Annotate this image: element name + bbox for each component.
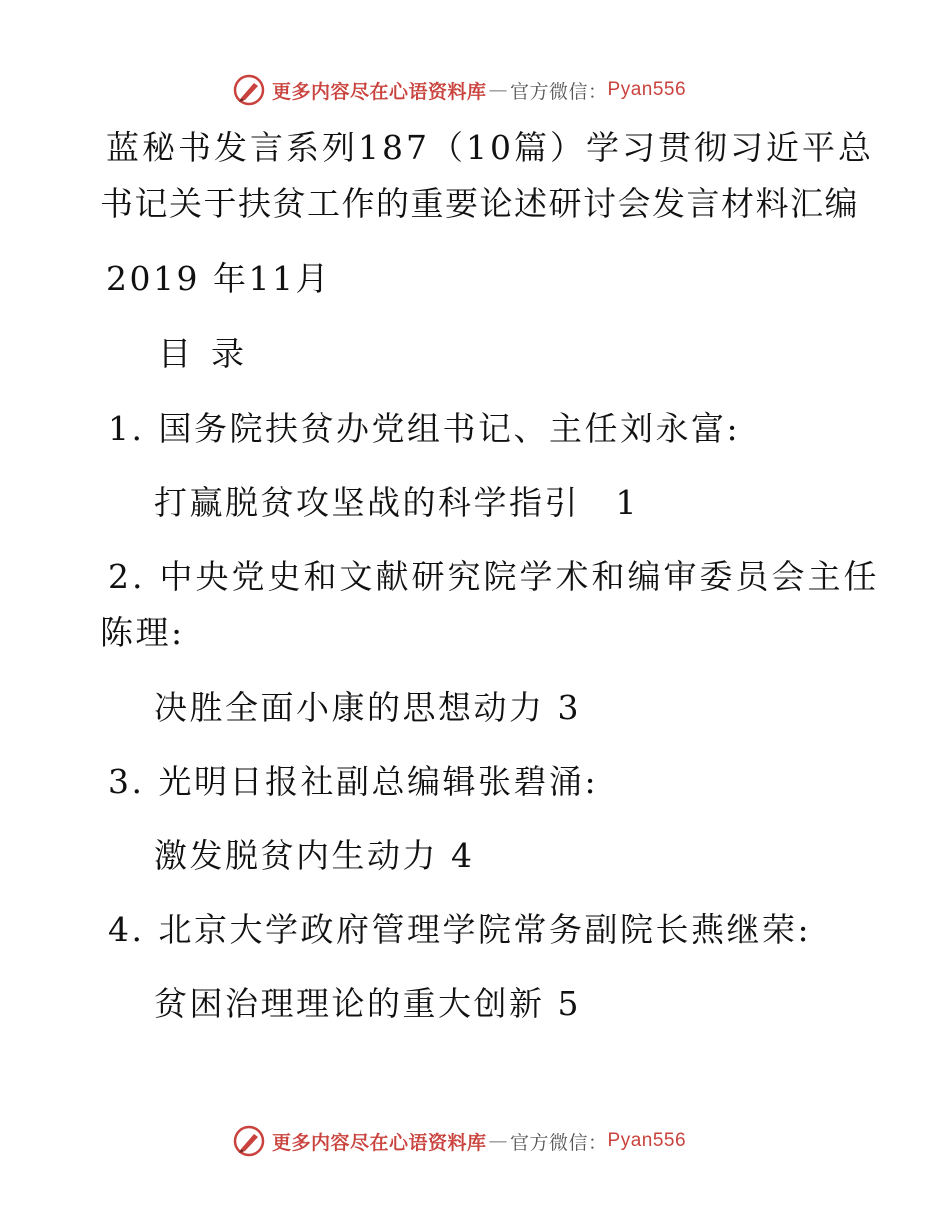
wechat-label: 官方微信： [510,80,608,103]
toc-item-speaker: 光明日报社副总编辑张碧涌: [158,762,599,801]
toc-item-3-speaker [108,762,598,802]
pen-logo-icon [232,73,266,107]
toc-item-number: 3. [108,762,145,801]
toc-item-number: 4. [108,910,145,949]
toc-item-number: 1. [108,409,145,448]
toc-item-2-subtitle: 决胜全面小康的思想动力 3 [154,688,581,727]
document-date: 2019 年11月 [106,259,331,298]
watermark-banner-top [232,70,686,110]
toc-item-4-speaker [108,910,811,950]
toc-item-2-speaker-cont: 陈理: [100,613,185,652]
banner-separator: — [488,79,509,101]
toc-item-2-speaker [108,557,880,597]
promo-text: 更多内容尽在心语资料库 [272,80,487,103]
pen-logo-icon [232,1124,266,1158]
toc-item-1-speaker [108,409,740,449]
toc-item-speaker: 中央党史和文献研究院学术和编审委员会主任 [159,557,880,596]
toc-item-number: 2. [108,557,146,596]
promo-text: 更多内容尽在心语资料库 [272,1131,487,1154]
document-title-line-1: 蓝秘书发言系列187（10篇）学习贯彻习近平总 [106,128,874,167]
wechat-id: Pyan556 [607,79,687,100]
toc-item-speaker: 北京大学政府管理学院常务副院长燕继荣: [158,910,812,949]
toc-item-1-subtitle: 打赢脱贫攻坚战的科学指引 1 [154,483,639,522]
wechat-id: Pyan556 [607,1130,687,1151]
toc-heading: 目录 [158,334,264,373]
toc-item-speaker: 国务院扶贫办党组书记、主任刘永富: [158,409,741,448]
toc-item-3-subtitle: 激发脱贫内生动力 4 [154,836,475,875]
banner-separator: — [488,1130,509,1152]
document-title-line-2: 书记关于扶贫工作的重要论述研讨会发言材料汇编 [100,184,859,223]
watermark-banner-bottom [232,1121,686,1161]
wechat-label: 官方微信： [510,1131,608,1154]
toc-item-4-subtitle: 贫困治理理论的重大创新 5 [154,984,581,1023]
